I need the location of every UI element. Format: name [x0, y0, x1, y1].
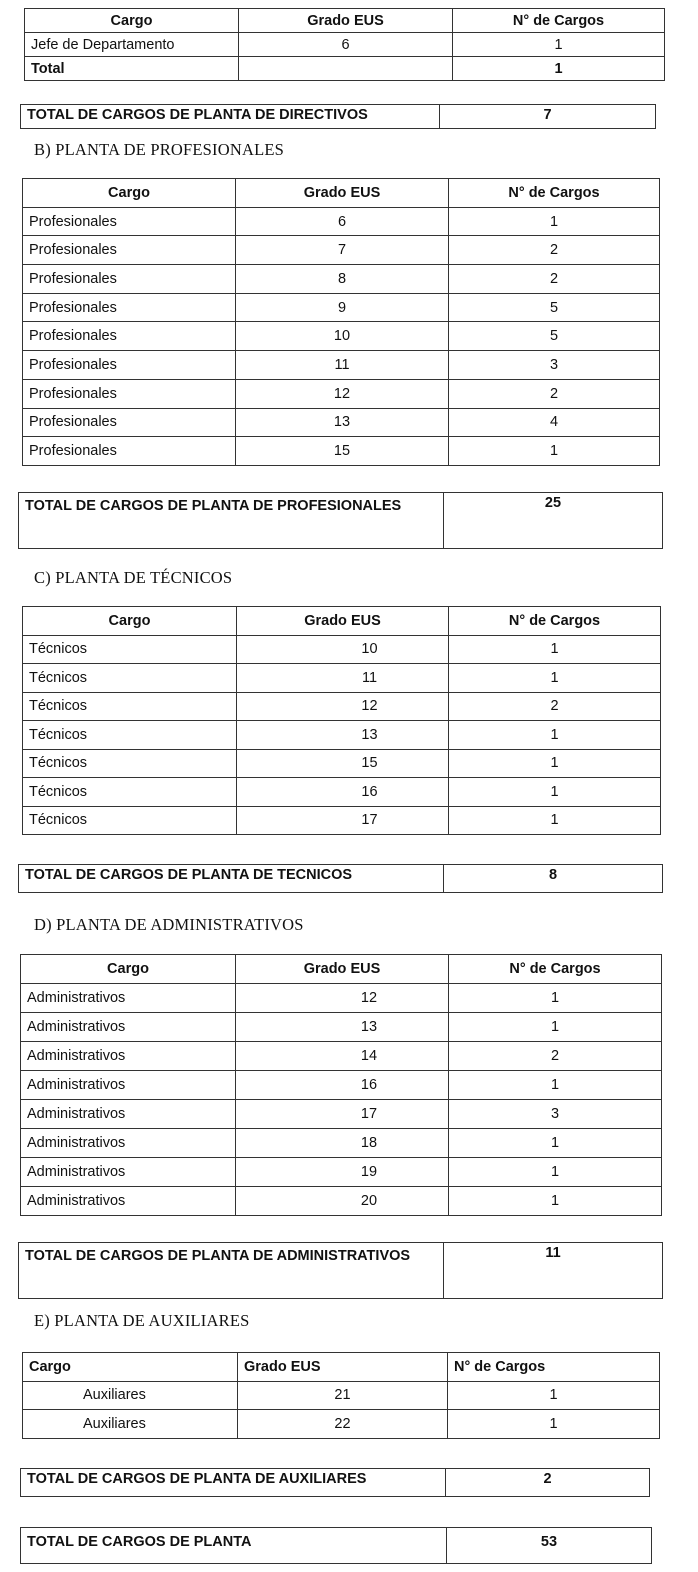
cell-num: 2	[449, 692, 661, 721]
cell-grado: 11	[236, 351, 449, 380]
cell-num: 1	[449, 664, 661, 693]
heading-administrativos: D) PLANTA DE ADMINISTRATIVOS	[34, 915, 304, 934]
cell-num: 1	[449, 437, 660, 466]
cell-cargo: Profesionales	[23, 379, 236, 408]
cell-cargo: Técnicos	[23, 721, 237, 750]
cell-num: 1	[449, 778, 661, 807]
cell-grado: 22	[238, 1410, 448, 1439]
table-row	[23, 322, 660, 351]
table-row	[23, 379, 660, 408]
cell-grado: 12	[236, 984, 449, 1013]
table-row	[21, 1129, 662, 1158]
header-num: N° de Cargos	[448, 1353, 660, 1382]
cell-num: 1	[449, 806, 661, 835]
header-grado: Grado EUS	[237, 607, 449, 636]
table-row	[21, 1013, 662, 1042]
header-grado: Grado EUS	[236, 955, 449, 984]
cell-cargo: Jefe de Departamento	[25, 33, 239, 57]
table-row	[23, 236, 660, 265]
total-tecnicos-value: 8	[444, 865, 663, 893]
cell-num: 2	[449, 265, 660, 294]
cell-num: 1	[449, 984, 662, 1013]
cell-cargo: Administrativos	[21, 984, 236, 1013]
total-value: 1	[453, 57, 665, 81]
cell-num: 1	[448, 1381, 660, 1410]
total-tecnicos-box	[18, 864, 663, 893]
cell-grado: 6	[236, 207, 449, 236]
table-row	[23, 293, 660, 322]
table-row	[21, 1158, 662, 1187]
total-label: Total	[25, 57, 239, 81]
header-grado: Grado EUS	[236, 179, 449, 208]
total-directivos-box	[20, 104, 656, 129]
cell-num: 1	[453, 33, 665, 57]
cell-grado: 21	[238, 1381, 448, 1410]
directivos-table	[24, 8, 665, 81]
cell-grado: 15	[236, 437, 449, 466]
table-row	[23, 265, 660, 294]
table-row	[23, 635, 661, 664]
total-row	[25, 57, 665, 81]
header-cargo: Cargo	[23, 1353, 238, 1382]
table-row	[23, 721, 661, 750]
cell-num: 2	[449, 1042, 662, 1071]
cell-cargo: Administrativos	[21, 1042, 236, 1071]
total-auxiliares-label: TOTAL DE CARGOS DE PLANTA DE AUXILIARES	[21, 1469, 446, 1497]
cell-cargo: Profesionales	[23, 293, 236, 322]
total-profesionales-label: TOTAL DE CARGOS DE PLANTA DE PROFESIONALES	[19, 493, 444, 549]
cell-cargo: Administrativos	[21, 1100, 236, 1129]
cell-cargo: Profesionales	[23, 265, 236, 294]
cell-grado: 13	[236, 408, 449, 437]
cell-cargo: Auxiliares	[23, 1381, 238, 1410]
cell-num: 5	[449, 293, 660, 322]
header-cargo: Cargo	[25, 9, 239, 33]
cell-cargo: Técnicos	[23, 635, 237, 664]
cell-cargo: Técnicos	[23, 806, 237, 835]
cell-num: 2	[449, 379, 660, 408]
total-administrativos-box	[18, 1242, 663, 1299]
tecnicos-table	[22, 606, 661, 835]
header-num: N° de Cargos	[449, 607, 661, 636]
cell-cargo: Profesionales	[23, 207, 236, 236]
cell-cargo: Administrativos	[21, 1013, 236, 1042]
cell-grado: 13	[236, 1013, 449, 1042]
header-grado: Grado EUS	[239, 9, 453, 33]
cell-num: 1	[449, 721, 661, 750]
table-row	[25, 33, 665, 57]
cell-cargo: Técnicos	[23, 692, 237, 721]
cell-num: 3	[449, 351, 660, 380]
cell-cargo: Profesionales	[23, 236, 236, 265]
cell-grado: 10	[237, 635, 449, 664]
total-auxiliares-value: 2	[446, 1469, 650, 1497]
cell-grado: 20	[236, 1187, 449, 1216]
cell-cargo: Técnicos	[23, 664, 237, 693]
cell-num: 1	[449, 1129, 662, 1158]
cell-grado: 19	[236, 1158, 449, 1187]
cell-cargo: Técnicos	[23, 749, 237, 778]
table-row	[23, 351, 660, 380]
cell-grado: 8	[236, 265, 449, 294]
profesionales-table	[22, 178, 660, 466]
cell-grado: 16	[237, 778, 449, 807]
total-administrativos-value: 11	[444, 1243, 663, 1299]
cell-cargo: Administrativos	[21, 1129, 236, 1158]
cell-num: 3	[449, 1100, 662, 1129]
table-row	[23, 1381, 660, 1410]
cell-grado: 11	[237, 664, 449, 693]
administrativos-table	[20, 954, 662, 1216]
table-row	[23, 806, 661, 835]
cell-num: 1	[449, 1071, 662, 1100]
cell-num: 1	[449, 1187, 662, 1216]
header-cargo: Cargo	[23, 179, 236, 208]
cell-grado: 18	[236, 1129, 449, 1158]
cell-cargo: Administrativos	[21, 1071, 236, 1100]
total-administrativos-label: TOTAL DE CARGOS DE PLANTA DE ADMINISTRATIVOS	[19, 1243, 444, 1299]
cell-grado: 9	[236, 293, 449, 322]
cell-num: 1	[449, 207, 660, 236]
total-auxiliares-box	[20, 1468, 650, 1497]
total-profesionales-value: 25	[444, 493, 663, 549]
cell-grado: 16	[236, 1071, 449, 1100]
cell-cargo: Profesionales	[23, 408, 236, 437]
header-num: N° de Cargos	[449, 179, 660, 208]
cell-num: 1	[449, 1013, 662, 1042]
cell-cargo: Administrativos	[21, 1187, 236, 1216]
cell-grado: 7	[236, 236, 449, 265]
cell-num: 1	[449, 749, 661, 778]
heading-tecnicos: C) PLANTA DE TÉCNICOS	[34, 568, 233, 587]
header-cargo: Cargo	[23, 607, 237, 636]
table-row	[23, 692, 661, 721]
cell-grado: 15	[237, 749, 449, 778]
table-row	[21, 1100, 662, 1129]
header-num: N° de Cargos	[449, 955, 662, 984]
cell-num: 2	[449, 236, 660, 265]
table-row	[21, 1187, 662, 1216]
table-row	[23, 408, 660, 437]
table-row	[23, 778, 661, 807]
cell-cargo: Profesionales	[23, 437, 236, 466]
cell-num: 1	[448, 1410, 660, 1439]
table-row	[21, 1071, 662, 1100]
cell-grado: 10	[236, 322, 449, 351]
cell-num: 4	[449, 408, 660, 437]
total-directivos-value: 7	[440, 105, 656, 129]
table-row	[21, 984, 662, 1013]
header-cargo: Cargo	[21, 955, 236, 984]
header-grado: Grado EUS	[238, 1353, 448, 1382]
cell-cargo: Profesionales	[23, 322, 236, 351]
heading-profesionales: B) PLANTA DE PROFESIONALES	[34, 140, 285, 159]
grand-total-box	[20, 1527, 652, 1564]
cell-grado: 14	[236, 1042, 449, 1071]
cell-cargo: Administrativos	[21, 1158, 236, 1187]
table-row	[23, 664, 661, 693]
header-num: N° de Cargos	[453, 9, 665, 33]
cell-num: 1	[449, 1158, 662, 1187]
table-row	[23, 749, 661, 778]
cell-grado: 13	[237, 721, 449, 750]
cell-num: 5	[449, 322, 660, 351]
cell-grado: 17	[236, 1100, 449, 1129]
auxiliares-table	[22, 1352, 660, 1439]
cell-grado: 17	[237, 806, 449, 835]
cell-grado: 6	[239, 33, 453, 57]
total-profesionales-box	[18, 492, 663, 549]
table-row	[23, 207, 660, 236]
grand-total-value: 53	[447, 1528, 652, 1564]
cell-cargo: Auxiliares	[23, 1410, 238, 1439]
cell-grado: 12	[237, 692, 449, 721]
total-directivos-label: TOTAL DE CARGOS DE PLANTA DE DIRECTIVOS	[21, 105, 440, 129]
cell-cargo: Profesionales	[23, 351, 236, 380]
total-tecnicos-label: TOTAL DE CARGOS DE PLANTA DE TECNICOS	[19, 865, 444, 893]
table-row	[23, 1410, 660, 1439]
cell-cargo: Técnicos	[23, 778, 237, 807]
cell-grado: 12	[236, 379, 449, 408]
table-row	[21, 1042, 662, 1071]
grand-total-label: TOTAL DE CARGOS DE PLANTA	[21, 1528, 447, 1564]
cell-num: 1	[449, 635, 661, 664]
heading-auxiliares: E) PLANTA DE AUXILIARES	[34, 1311, 250, 1330]
table-row	[23, 437, 660, 466]
